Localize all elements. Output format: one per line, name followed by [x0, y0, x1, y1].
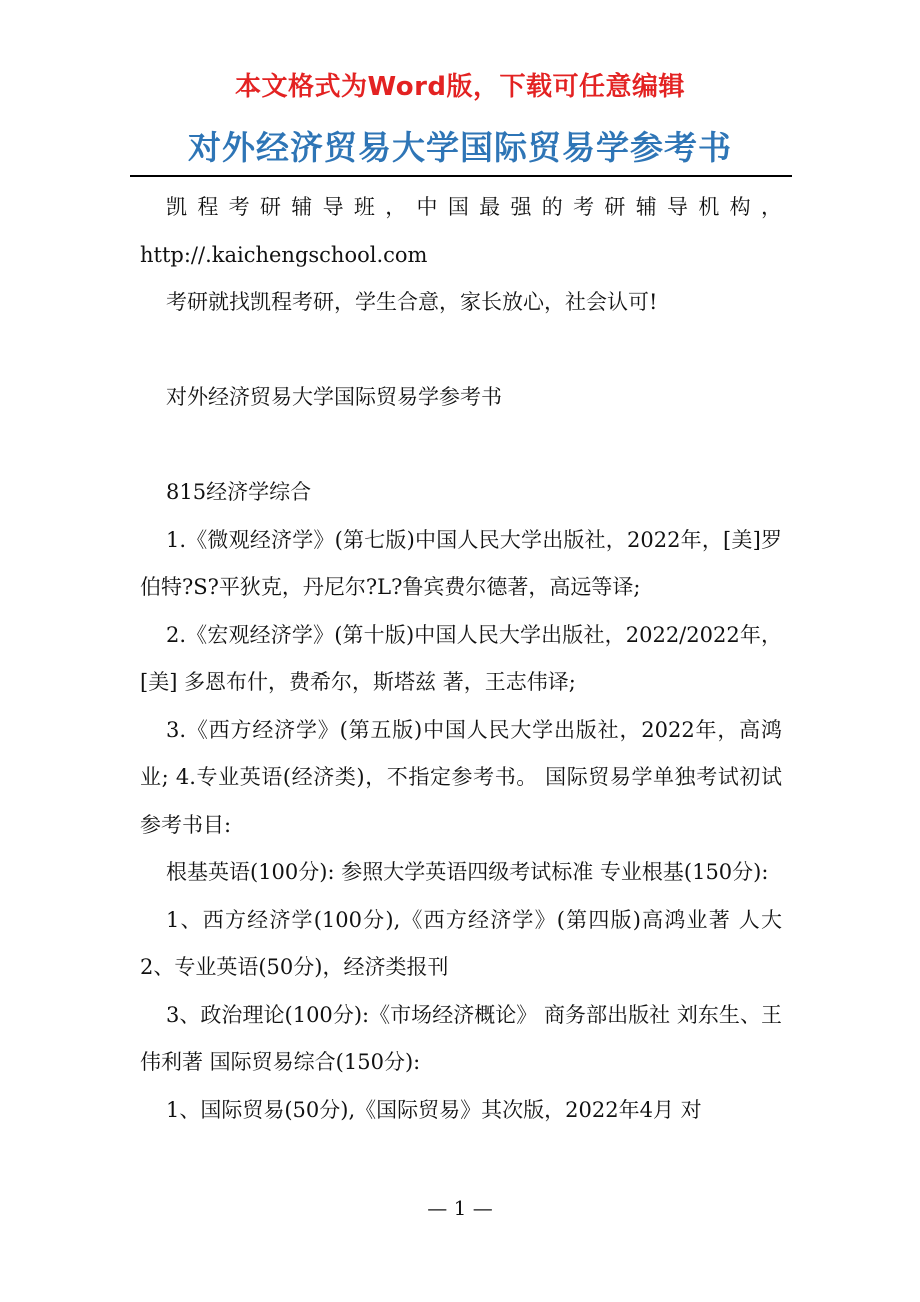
- reference-item: 3.《西方经济学》(第五版)中国人民大学出版社，2022年，高鸿业; 4.专业英语(经济类)，不指定参考书。 国际贸易学单独考试初试参考书目:: [140, 717, 782, 837]
- reference-item: 根基英语(100分): 参照大学英语四级考试标准 专业根基(150分):: [166, 860, 769, 884]
- website-link[interactable]: http://.kaichengschool.com: [140, 242, 428, 267]
- reference-item: 1.《微观经济学》(第七版)中国人民大学出版社，2022年，[美]罗伯特?S?平狄克，丹尼尔?L?鲁宾费尔德著，高远等译;: [140, 527, 782, 599]
- reference-item: 1、西方经济学(100分),《西方经济学》(第四版)高鸿业著 人大 2、专业英语(50分)，经济类报刊: [140, 907, 782, 979]
- reference-item: 1、国际贸易(50分),《国际贸易》其次版，2022年4月 对: [166, 1097, 702, 1122]
- intro-paragraph: [140, 184, 782, 232]
- title-divider: [130, 175, 792, 177]
- blank-line: [140, 422, 782, 470]
- slogan-paragraph: 考研就找凯程考研，学生合意，家长放心，社会认可!: [166, 290, 658, 314]
- intro-line: 凯程考研辅导班，中国最强的考研辅导机构，: [166, 195, 782, 219]
- reference-item: 3、政治理论(100分):《市场经济概论》 商务部出版社 刘东生、王伟利著 国际贸易综合(150分):: [140, 1002, 782, 1074]
- download-banner: 本文格式为Word版，下载可任意编辑: [234, 72, 686, 102]
- document-title: 对外经济贸易大学国际贸易学参考书: [188, 128, 732, 167]
- exam-subject: 815经济学综合: [166, 480, 312, 504]
- section-heading: 对外经济贸易大学国际贸易学参考书: [166, 385, 502, 409]
- blank-line: [140, 327, 782, 375]
- document-body: [140, 184, 782, 1134]
- page-number: — 1 —: [427, 1196, 493, 1220]
- reference-item: 2.《宏观经济学》(第十版)中国人民大学出版社，2022/2022年，[美] 多恩布什，费希尔，斯塔兹 著，王志伟译;: [140, 622, 782, 694]
